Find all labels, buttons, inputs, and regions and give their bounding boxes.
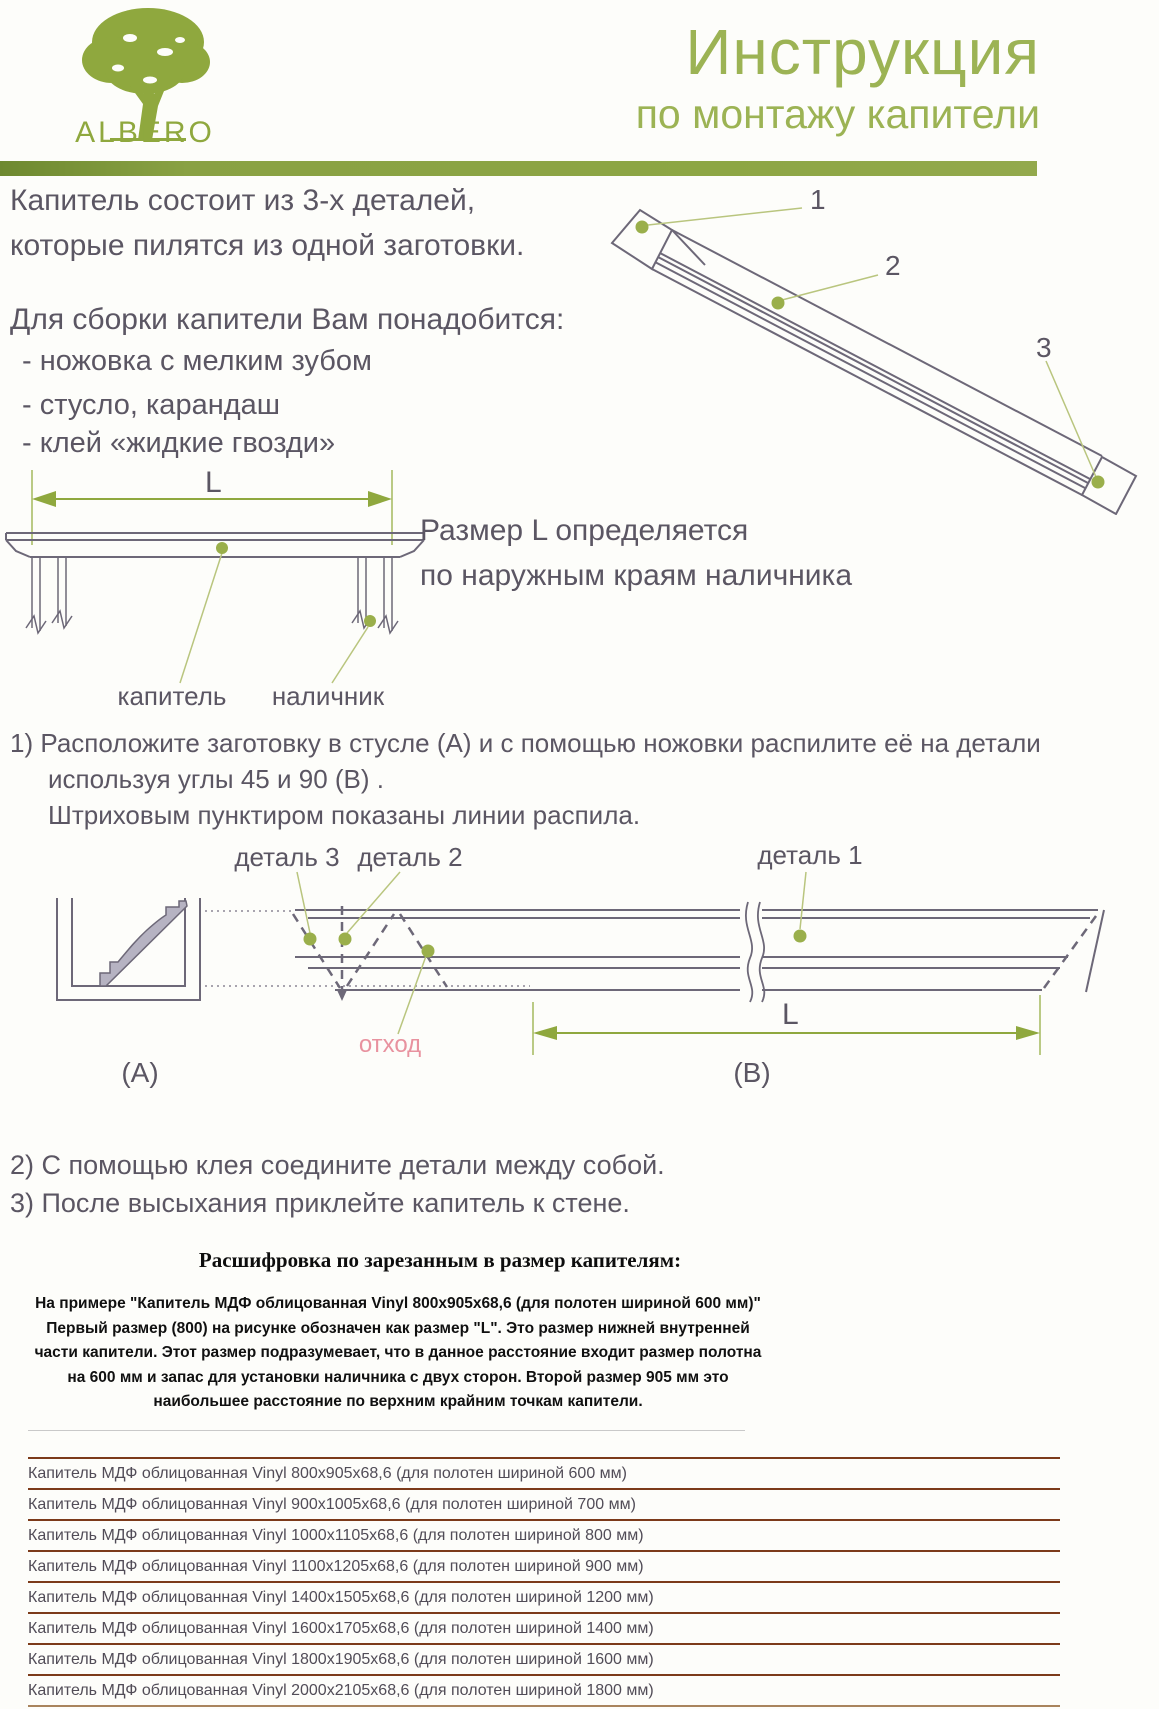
part-marker-dots <box>636 221 1105 489</box>
table-row-text: Капитель МДФ облицованная Vinyl 900х1005х68,6 (для полотен шириной 700 мм) <box>28 1496 636 1513</box>
part3-label: деталь 3 <box>234 842 340 872</box>
table-top-divider <box>28 1430 745 1431</box>
albero-logo-text: ALBERO <box>75 116 215 149</box>
decoding-heading: Расшифровка по зарезанным в размер капителям: <box>198 1248 682 1272</box>
table-row-text: Капитель МДФ облицованная Vinyl 2000х2105х68,6 (для полотен шириной 1800 мм) <box>28 1682 654 1699</box>
size-note-line1: Размер L определяется <box>420 514 749 547</box>
intro-text <box>10 178 570 268</box>
table-row <box>28 1643 1060 1674</box>
table-row-text: Капитель МДФ облицованная Vinyl 1100х1205х68,6 (для полотен шириной 900 мм) <box>28 1558 644 1575</box>
cut-dim-l-label: L <box>782 998 799 1031</box>
title-line1: Инструкция <box>685 16 1040 88</box>
capital-profile-drawing <box>6 533 424 557</box>
table-row <box>28 1488 1060 1519</box>
intro-line2: которые пилятся из одной заготовки. <box>10 229 525 262</box>
step1-line1: 1) Расположите заготовку в стусле (А) и с помощью ножовки распилите её на детали <box>10 728 1041 758</box>
tool-item-miterbox: - стусло, карандаш <box>22 389 281 421</box>
part1-number-label: 1 <box>810 184 826 215</box>
waste-label: отход <box>358 1031 422 1058</box>
step3-text: 3) После высыхания приклейте капитель к стене. <box>10 1188 630 1218</box>
step1-line3: Штриховым пунктиром показаны линии распила. <box>48 800 641 830</box>
caption-capital: капитель <box>117 681 227 711</box>
size-note-line2: по наружным краям наличника <box>420 559 852 592</box>
projection-dotted-lines <box>205 911 530 986</box>
table-row-text: Капитель МДФ облицованная Vinyl 1600х1705х68,6 (для полотен шириной 1400 мм) <box>28 1620 654 1637</box>
step2-text: 2) С помощью клея соедините детали между собой. <box>10 1150 665 1180</box>
tools-title: Для сборки капители Вам понадобится: <box>10 303 565 336</box>
page-title <box>380 16 1040 140</box>
tool-item-glue: - клей «жидкие гвозди» <box>22 427 336 459</box>
table-row-text: Капитель МДФ облицованная Vinyl 800х905х68,6 (для полотен шириной 600 мм) <box>28 1465 627 1482</box>
leader-lines <box>648 208 1096 477</box>
table-row <box>28 1457 1060 1488</box>
part2-label: деталь 2 <box>357 842 463 872</box>
cut-leader-lines <box>297 872 806 1034</box>
table-row <box>28 1581 1060 1612</box>
molding-profile-section <box>100 901 187 986</box>
view-b-label: (В) <box>733 1057 771 1088</box>
size-note-text <box>420 508 1040 598</box>
cutting-diagram <box>0 840 1159 1090</box>
cut-marker-dots <box>304 930 807 958</box>
title-line2: по монтажу капители <box>635 91 1040 137</box>
l-dimension-diagram <box>0 465 430 715</box>
casing-legs-drawing <box>26 557 398 633</box>
table-row-text: Капитель МДФ облицованная Vinyl 1000х1105х68,6 (для полотен шириной 800 мм) <box>28 1527 644 1544</box>
table-row-text: Капитель МДФ облицованная Vinyl 1800х1905х68,6 (для полотен шириной 1600 мм) <box>28 1651 654 1668</box>
part3-number-label: 3 <box>1036 332 1052 363</box>
parts-overview-diagram <box>540 165 1159 515</box>
table-row-text: Капитель МДФ облицованная Vinyl 1400х1505х68,6 (для полотен шириной 1200 мм) <box>28 1589 654 1606</box>
table-row <box>28 1674 1060 1705</box>
table-row <box>28 1519 1060 1550</box>
blank-bar-drawing <box>612 210 1136 514</box>
caption-casing: наличник <box>271 681 385 711</box>
part1-label: деталь 1 <box>757 840 863 870</box>
decoding-paragraph: На примере "Капитель МДФ облицованная Vinyl 800х905х68,6 (для полотен шириной 600 мм)" Первый размер (800) на рисунке обозначен как размер "L". Это размер нижней внутренней части капители. Этот размер подразумевает, что в данное расстояние входит размер полотна на 600 мм и запас для установки наличника с двух сторон. Второй размер 905 мм это наибольшее расстояние по верхним крайним точкам капители. <box>34 1295 762 1410</box>
caption-marker-dots <box>216 542 376 627</box>
table-row <box>28 1550 1060 1581</box>
cut-arrow-tip <box>337 990 347 1001</box>
part2-number-label: 2 <box>885 250 901 281</box>
caption-leader-lines <box>180 553 368 683</box>
tool-item-saw: - ножовка с мелким зубом <box>22 345 372 377</box>
dim-l-label: L <box>205 466 222 499</box>
size-table <box>28 1457 1060 1707</box>
blank-bar-lines <box>295 902 1104 1002</box>
table-row <box>28 1612 1060 1643</box>
step1-line2: используя углы 45 и 90 (В) . <box>48 764 384 794</box>
intro-line1: Капитель состоит из 3-х деталей, <box>10 184 476 217</box>
view-a-label: (А) <box>121 1057 159 1088</box>
step1-text <box>10 725 1070 833</box>
